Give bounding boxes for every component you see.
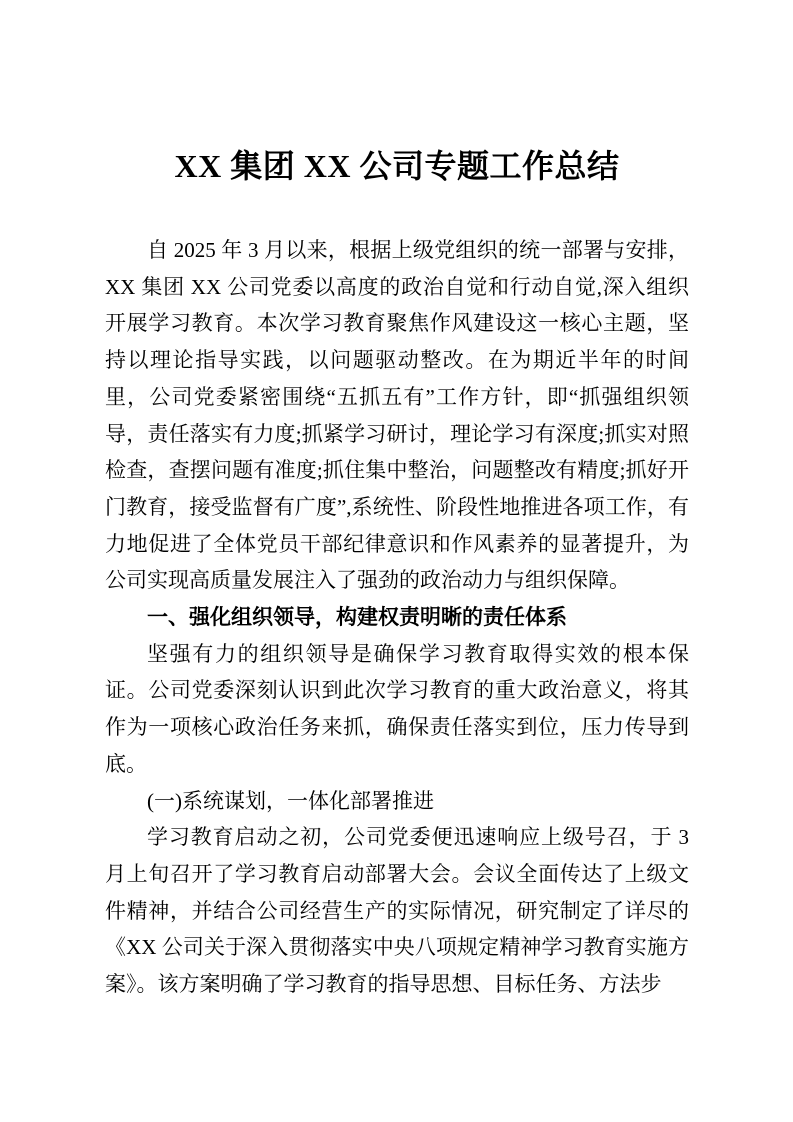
paragraph: 坚强有力的组织领导是确保学习教育取得实效的根本保证。公司党委深刻认识到此次学习教育的重大政治意义，将其作为一项核心政治任务来抓，确保责任落实到位，压力传导到底。 [105, 641, 689, 776]
paragraph: 学习教育启动之初，公司党委便迅速响应上级号召，于 3 月上旬召开了学习教育启动部署大会。会议全面传达了上级文件精神，并结合公司经营生产的实际情况，研究制定了详尽的《XX 公司关于深入贯彻落实中央八项规定精神学习教育实施方案》。该方案明确了学习教育的指导思想、目标任务、方法步 [105, 825, 689, 997]
sub-heading: (一)系统谋划，一体化部署推进 [147, 788, 434, 813]
paragraph: 自 2025 年 3 月以来，根据上级党组织的统一部署与安排，XX 集团 XX 公司党委以高度的政治自觉和行动自觉,深入组织开展学习教育。本次学习教育聚焦作风建设这一核心主题，坚持以理论指导实践，以问题驱动整改。在为期近半年的时间里，公司党委紧密围绕“五抓五有”工作方针，即“抓强组织领导，责任落实有力度;抓紧学习研讨，理论学习有深度;抓实对照检查，查摆问题有准度;抓住集中整治，问题整改有精度;抓好开门教育，接受监督有广度”,系统性、阶段性地推进各项工作，有力地促进了全体党员干部纪律意识和作风素养的显著提升，为公司实现高质量发展注入了强劲的政治动力与组织保障。 [105, 238, 689, 593]
document-title: XX 集团 XX 公司专题工作总结 [174, 148, 620, 184]
document-body [105, 232, 689, 1003]
section-heading: 一、强化组织领导，构建权责明晰的责任体系 [147, 605, 567, 630]
